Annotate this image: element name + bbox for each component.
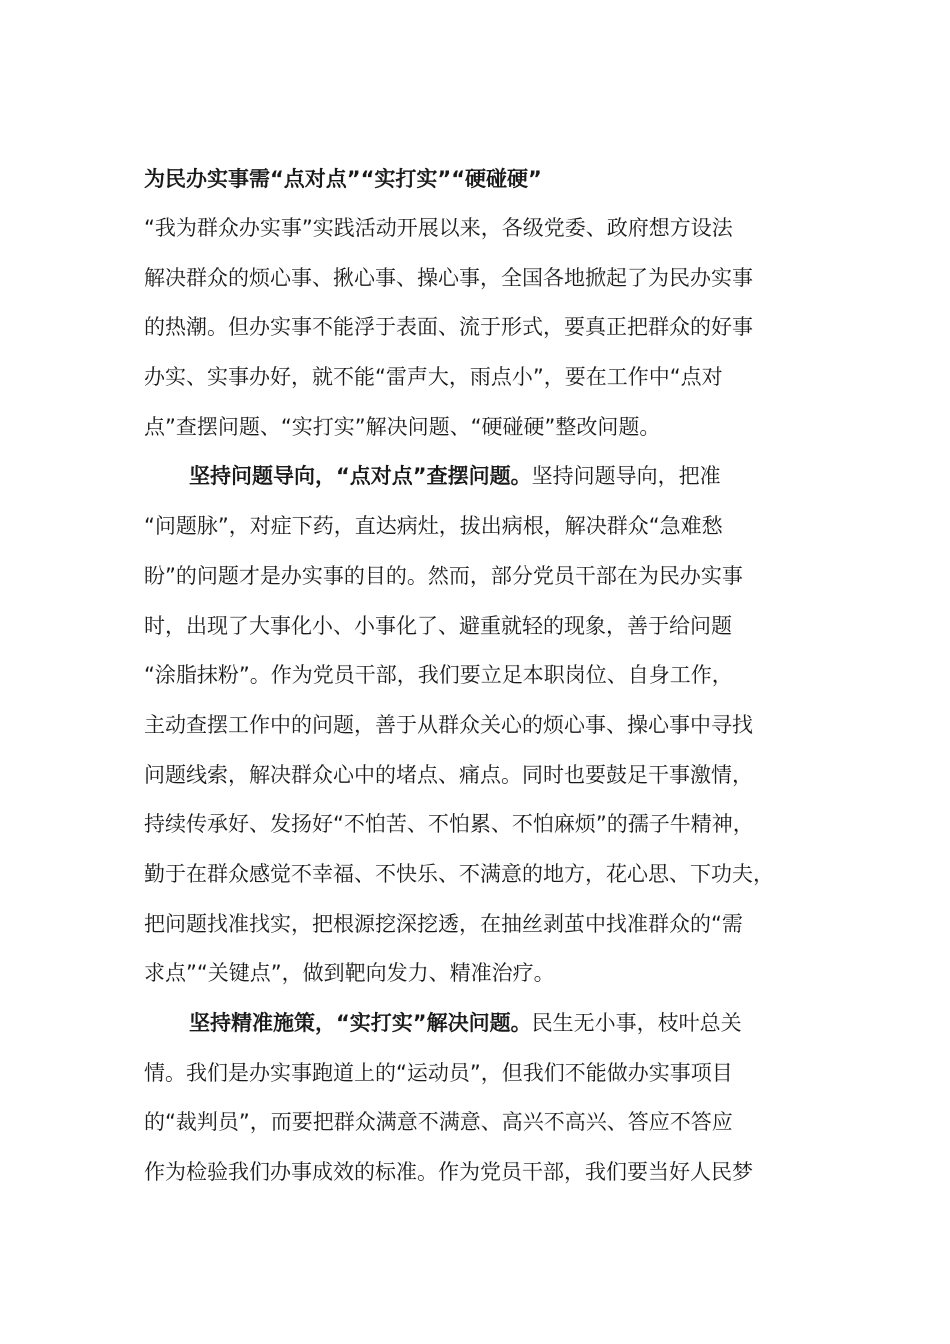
paragraph-line: 的“裁判员”，而要把群众满意不满意、高兴不高兴、答应不答应	[144, 1110, 733, 1135]
paragraph-line: “我为群众办实事”实践活动开展以来，各级党委、政府想方设法	[144, 216, 733, 240]
document-page	[144, 154, 806, 1198]
paragraph-line: 情。我们是办实事跑道上的“运动员”，但我们不能做办实事项目	[144, 1060, 733, 1085]
paragraph-2	[144, 452, 806, 999]
paragraph-line: “涂脂抹粉”。作为党员干部，我们要立足本职岗位、自身工作，	[144, 663, 733, 688]
paragraph-1	[144, 204, 806, 452]
paragraph-text: 民生无小事，枝叶总关	[531, 1011, 742, 1035]
paragraph-line: “问题脉”，对症下药，直达病灶，拔出病根，解决群众“急难愁	[144, 514, 723, 539]
paragraph-line: 把问题找准找实，把根源挖深挖透，在抽丝剥茧中找准群众的“需	[144, 911, 743, 936]
paragraph-line: 办实、实事办好，就不能“雷声大，雨点小”，要在工作中“点对	[144, 365, 723, 390]
paragraph-text: 坚持问题导向，把准	[531, 464, 721, 489]
paragraph-heading: 坚持精准施策，“实打实”解决问题。	[189, 1011, 532, 1035]
paragraph-heading: 坚持问题导向，“点对点”查摆问题。	[189, 464, 532, 489]
paragraph-line: 勤于在群众感觉不幸福、不快乐、不满意的地方，花心思、下功夫，	[144, 861, 774, 886]
paragraph-line: 解决群众的烦心事、揪心事、操心事，全国各地掀起了为民办实事	[144, 265, 753, 290]
paragraph-line: 问题线索，解决群众心中的堵点、痛点。同时也要鼓足干事激情，	[144, 762, 753, 787]
document-title: 为民办实事需“点对点”“实打实”“硬碰硬”	[144, 167, 542, 191]
paragraph-line: 点”查摆问题、“实打实”解决问题、“硬碰硬”整改问题。	[144, 414, 661, 439]
paragraph-line: 时，出现了大事化小、小事化了、避重就轻的现象，善于给问题	[144, 613, 732, 638]
paragraph-line: 求点”“关键点”，做到靶向发力、精准治疗。	[144, 961, 555, 986]
paragraph-3	[144, 999, 806, 1198]
paragraph-line: 的热潮。但办实事不能浮于表面、流于形式，要真正把群众的好事	[144, 315, 753, 340]
paragraph-line: 主动查摆工作中的问题，善于从群众关心的烦心事、操心事中寻找	[144, 712, 753, 737]
paragraph-first-line	[144, 452, 806, 502]
paragraph-line: 持续传承好、发扬好“不怕苦、不怕累、不怕麻烦”的孺子牛精神，	[144, 812, 754, 837]
paragraph-first-line	[144, 999, 806, 1049]
paragraph-line: 作为检验我们办事成效的标准。作为党员干部，我们要当好人民梦	[144, 1160, 753, 1185]
paragraph-line: 盼”的问题才是办实事的目的。然而，部分党员干部在为民办实事	[144, 563, 743, 588]
